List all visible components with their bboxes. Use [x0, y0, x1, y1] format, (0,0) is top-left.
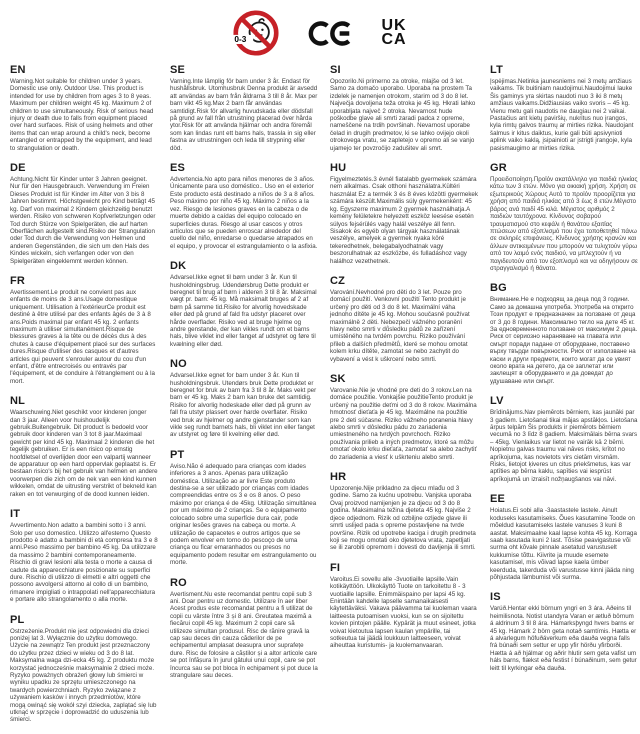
ce-mark-icon [307, 17, 353, 50]
lang-section-sk [330, 373, 478, 461]
warning-text-hu: Figyelmeztetés.3 évnél fiatalabb gyermekek számára nem alkalmas. Csak otthoni használatra.Kültéri használat Ez a termék 3 és 8 éves közötti gyermekek számára készült.Maximális súly gyermekenként: 45 kg. Egyszerre maximum 2 gyermek használhatja.A kemény felületekre helyezett eszköz leesése esetén súlyos fejsérülés vagy halál veszélye áll fenn. Sisakok és egyéb olyan tárgyak használatának veszélye, amelyek a gyermek nyaka köré tekeredhetnek, belegabalyodhatnak vagy beszorulhatnak az eszközbe, és fulladáshoz vagy halálhoz vezethetnek. [330, 176, 478, 265]
age-range-label: 0-3 [234, 35, 247, 45]
lang-section-lt [490, 64, 638, 152]
ukca-mark-icon [381, 19, 406, 47]
lang-section-de [10, 162, 158, 265]
warning-text-lt: Įspėjimas.Netinka jaunesniems nei 3 metų amžiaus vaikams. Tik buitiniam naudojimui.Naudojimui lauke Šis gaminys yra skirtas naudoti nuo 3 iki 8 metų amžiaus vaikams.Didžiausias vaiko svoris – 45 kg. Vienu metu gali naudotis ne daugiau nei 2 vaikai. Pastačius ant kietų paviršių, nukritus nuo įrangos, kyla rimtų galvos traumų ar mirties rizika. Naudojant šalmus ir kitus daiktus, kurie gali būti apsivynioti aplink vaiko kaklą, įsipainioti ar įstrigti įrangoje, kyla pasismaugimo ar mirties rizika. [490, 78, 634, 152]
warning-text-nl: Waarschuwing.Niet geschikt voor kinderen jonger dan 3 jaar. Alleen voor huishoudelijk gebruik.Buitengebruik. Dit product is bedoeld voor gebruik door kinderen van 3 tot 8 jaar.Maximaal gewicht per kind 45 kg. Maximaal 2 kinderen die het tegelijk gebruiken. Er is een risico op ernstig hoofdletsel of overlijden door een valpartij wanneer de apparatuur op een hard oppervlak geplaatst is. Er bestaan risico's bij het gebruik van helmen en andere voorwerpen die zich om de nek van een kind kunnen wikkelen, omdat de uitrusting verstrikt of bekneld kan raken en tot verwurging of de dood kunnen leiden. [10, 409, 158, 498]
lang-code-sk: SK [330, 373, 346, 385]
column-1 [10, 64, 158, 734]
lang-section-pl [10, 614, 158, 724]
lang-code-nl: NL [10, 395, 26, 408]
warning-text-no: Advarsel.Ikke egnet for barn under 3 år. Kun til husholdningsbruk. Utendørs bruk Dette produktet er beregnet for bruk av barn fra 3 til 8 år. Maks vekt per barn er 45 kg. Maks 2 barn kan bruke det samtidig. Risiko for alvorlig hodeskade eller død på grunn av fall fra utstyr plassert over harde overflater. Risiko ved bruk av hjelmer og andre gjenstander som kan vikle seg rundt barnets hals, bli viklet inn eller fanget av utstyret og føre til kvelning eller død. [170, 372, 317, 439]
warning-text-se: Varning.Inte lämplig för barn under 3 år. Endast för hushållsbruk. Utomhusbruk Denna produkt är avsedd att användas av barn från åldrarna 3 till 8 år. Max per barn vikt 45 kg.Max 2 barn får användas samtidigt.Risk för allvarlig huvudskada eller dödsfall på grund av fall från utrustning placerad över hårda ytor.Risk för att använda hjälmar och andra föremål som kan lindas runt ett barns hals, trassla in sig eller fastna av utrustningen och leda till strypning eller död. [170, 78, 318, 152]
warning-text-fr: Avertissement.Le produit ne convient pas aux enfants de moins de 3 ans.Usage domestique uniquement. Utilisation à l'extérieurCe produit est destiné à être utilisé par des enfants âgés de 3 à 8 ans.Poids maximal par enfant 45 kg. 2 enfants maximum à utiliser simultanément.Risque de blessures graves à la tête ou de décès dus à des chutes à cause d'équipement placé sur des surfaces dures.Risque d'utiliser des casques et d'autres articles qui peuvent s'enrouler autour du cou d'un enfant, d'être entrecroisés ou entravés par l'équipement, et de conduire à l'étranglement ou à la mort. [10, 288, 156, 385]
warning-text-lv: Brīdinājums.Nav piemērots bērniem, kas jaunāki par 3 gadiem. Lietošanai tikai mājas apstākļos. Lietošana ārpus telpām Šis produkts ir piemērots bērniem vecumā no 3 līdz 8 gadiem. Maksimālais bērna svars – 45kg. Vienlaikus var lietot ne vairāk kā 2 bērni. Nopietnu galvas traumu vai nāves risks, krītot no aprīkojuma, kas novietots virs cietām virsmām. Risks, lietojot ķiveres un citus priekšmetus, kas var aptīties ap bērna kaklu, sapīties vai iesprūst aprīkojumā un izraisīt nožņaugšanos vai nāvi. [490, 409, 638, 483]
warning-text-es: Advertencia.No apto para niños menores de 3 años. Únicamente para uso doméstico.. Uso en el exterior Este producto está destinado a niños de 3 a 8 años. Peso máximo por niño 45 kg. Máximo 2 niños a la vez. Riesgo de lesiones graves en la cabeza o de muerte debido a caídas del equipo colocado en superficies duras. Riesgo al usar cascos y otros artículos que se pueden enroscar alrededor del cuello del niño, enredarse o quedarse atrapados en el equipo, y provocar el estrangulamiento o la asfixia. [170, 176, 318, 250]
warning-text-pt: Aviso.Não é adequado para crianças com idades inferiores a 3 anos. Apenas para utilização doméstica. Utilização ao ar livre Este produto destina-se a ser utilizado por crianças com idades compreendidas entre os 3 e os 8 anos. O peso máximo por criança é de 45kg. Utilização simultânea por um máximo de 2 crianças. Se o equipamento colocado sobre uma superfície dura cair, pode originar lesões graves na cabeça ou morte. A utilização de capacetes e outros artigos que se podem envolver em torno do pescoço de uma criança ou ficar emaranhados ou presos no equipamento podem resultar em estrangulamento ou morte. [170, 462, 317, 567]
lang-code-ee: EE [490, 493, 506, 506]
lang-code-bg: BG [490, 282, 507, 295]
warning-text-en: Warning.Not suitable for children under 3 years. Domestic use only. Outdoor Use. This product is intended for use by children from ages 3 to 8 yeas. Maximum per children weight 45 kg. Maximum 2 of children to use simultaneously. Risk of serious head injury or death due to falls from equipment placed over hard surfaces. Risk of using helmets and other items that can wrap around a child's neck, become entangled or entrapped by the equipment, and lead to strangulation or death. [10, 78, 154, 152]
lang-section-bg [490, 282, 638, 385]
lang-section-nl [10, 395, 158, 498]
warning-text-bg: Внимание.Не е подходящ за деца под 3 години. Само за домашна употреба. Употреба на открито Този продукт е предназначен за ползване от деца от 3 до 8 години. Максимално тегло на дете 45 кг. За едновременното ползване от максимум 2 деца. Риск от сериозно нараняване на главата или смърт поради падане от оборудване, поставено върху твърди повърхности. Риск от използване на каски и други предмети, които могат да се увият около врата на детето, да се заплетат или заклещят в оборудването и да доведат до удушаване или смърт. [490, 296, 638, 385]
lang-section-no [170, 358, 318, 439]
lang-section-cz [330, 275, 478, 363]
lang-code-gr: GR [490, 162, 507, 175]
lang-code-pt: PT [170, 448, 185, 461]
warning-text-sk: Varovanie.Nie je vhodné pre deti do 3 rokov.Len na domáce použitie. Vonkajšie použitieTento produkt je určený na použitie deťmi od 3 do 8 rokov. Maximálna hmotnosť dieťaťa je 45 kg. Maximálne na použitie pre 2 deti súčasne. Riziko vážneho poranenia hlavy alebo smrti v dôsledku pádu zo zariadenia umiestneného na tvrdých povrchoch. Riziko používania prilieb a iných predmetov, ktoré sa môžu omotať okolo krku dieťaťa, zamotať sa alebo zachytiť do zariadenia a viesť k uškrteniu alebo smrti. [330, 387, 477, 461]
lang-code-se: SE [170, 64, 186, 76]
lang-section-en [10, 64, 158, 152]
lang-section-fr [10, 275, 158, 385]
lang-section-se [170, 64, 318, 152]
warning-text-dk: Advarsel.Ikke egnet til børn under 3 år. Kun til husholdningsbrug. Udendørsbrug Dette produkt er beregnet til brug af børn i alderen 3 til 8 år. Maksimal vægt pr. barn: 45 kg. Må maksimalt bruges af 2 af børn på samme tid.Risiko for alvorlig hovedskade eller død på grund af fald fra udstyr placeret over hårde overflader. Risiko ved at bruge hjelme og andre genstande, der kan vikles rundt om et barns hals, blive viklet ind eller fanget af udstyret og føre til kvælning eller død. [170, 274, 317, 348]
lang-section-is [490, 591, 638, 672]
warning-text-gr: Προειδοποίηση.Προϊόν ακατάλληλο για παιδιά ηλικίας κάτω των 3 ετών. Μόνο για οικιακή χρήση. Χρήση σε εξωτερικούς Χώρους Αυτό το προϊόν προορίζεται για χρήση από παιδιά ηλικίας από 3 έως 8 ετών.Μέγιστο βάρος ανά παιδί 45 κιλά. Μέγιστος αριθμός 2 παιδιών ταυτόχρονα. Κίνδυνος σοβαρού τραυματισμού στο κεφάλι ή θανάτου εξαιτίας πτώσεων από εξοπλισμό που έχει τοποθετηθεί πάνω σε σκληρές επιφάνειες. Κίνδυνος χρήσης κρανών και άλλων αντικειμένων που μπορούν να τυλιχτούν γύρω από τον λαιμό ενός παιδιού, να μπλεχτούν ή να παγιδευτούν από τον εξοπλισμό και να οδηγήσουν σε στραγγαλισμό ή θάνατο. [490, 176, 638, 272]
column-2 [170, 64, 318, 734]
lang-code-fi: FI [330, 561, 341, 574]
column-4 [490, 64, 638, 734]
lang-section-hr [330, 471, 478, 552]
warning-text-hr: Upozorenje.Nije prikladno za djecu mlađu od 3 godine. Samo za kućnu upotrebu. Vanjska uporaba Ovaj proizvod namijenjen je za djecu od 3 do 8 godina. Maksimalna težina djeteta 45 kg. Najviše 2 djece odjednom. Rizik od ozbiljne ozljede glave ili smrti uslijed pada s opreme postavljene na tvrde površine. Rizik od upotrebe kaciga i drugih predmeta koji se mogu omotati oko djetetova vrata, zapetljati se ili zarobiti opremom i dovesti do davljenja ili smrti. [330, 485, 476, 552]
lang-code-cz: CZ [330, 274, 346, 287]
warning-text-fi: Varoitus.Ei sovellu alle -3vuotiaille lapsille.Vain kotikäyttöön. Ulkokäyttö Tuote on tarkoitettu 8 - 3 vuotiaille lapsille. Enimmäispaino per lapsi 45 kg. Enintään kahdelle lapselle samanaikaisesti käytettäväksi. Vakava päävamma tai kuoleman vaara laitteesta putoamisen vuoksi, kun se on sijoitettu kovien pintojen päälle. Kypärät ja muut esineet, jotka voivat kietoutua lapsen kaulan ympärille, tai sotkeutua tai jäädä loukkuun laitteeseen, voivat aiheuttaa kuristumis- ja kuolemanvaaran. [330, 575, 477, 650]
ukca-line1: UK [381, 17, 407, 34]
warning-text-ee: Hoiatus.Ei sobi alla -3aastastele lastele. Ainult koduseks kasutamiseks. Õues kasutamine Toode on mõeldud kasutamiseks lastele vanuses 3 kuni 8 aastat. Maksimaalne kaal lapse kohta 45 kg. Korraga saab kasutada kuni 2 last. Tõsise peavigastuse või surma oht kõvale pinnale asetatud varustuselt kukkumise tõttu. Kiivrite ja muude esemete kasutamisel, mis võivad lapse kaela ümber keerduda, takerduda või varustusse kinni jääda ning põhjustada lämbumist või surma. [490, 507, 637, 581]
lang-section-pt [170, 449, 318, 567]
age-warning-0-3-icon [233, 10, 279, 56]
warning-text-si: Opozorilo.Ni primerno za otroke, mlajše od 3 let. Samo za domačo uporabo. Uporaba na prostem Ta izdelek je namenjen otrokom, starim od 3 do 8 let. Največja dovoljena teža otroka je 45 kg. Hkrati lahko uporabljata največ 2 otroka. Nevarnost hude poškodbe glave ali smrti zaradi padca z opreme, nameščene na trdih površinah. Nevarnost uporabe čelad in drugih predmetov, ki se lahko ovijejo okoli otrokovega vratu, se zapletejo v opremo ali se vanjo ujamejo ter povzročijo zadušitev ali smrt. [330, 78, 476, 152]
lang-code-hu: HU [330, 162, 347, 175]
lang-code-pl: PL [10, 613, 25, 626]
column-3 [330, 64, 478, 734]
lang-code-ro: RO [170, 576, 187, 589]
warning-text-pl: Ostrzeżenie.Produkt nie jest odpowiedni dla dzieci poniżej lat 3. Wyłącznie do użytku domowego. Użycie na zewnątrz Ten produkt jest przeznaczony do użytku przez dzieci w wieku od 3 do 8 lat. Maksymalna waga dzi-ecka 45 kg. Z produktu może korzystać jednocześnie maksymalnie 2 dzieci może. Ryzyko poważnych obrażeń głowy lub śmierci w wyniku upadku ze sprzętu umieszczonego na twardych powierzchniach. Ryzyko związane z używaniem kasków i innych przedmiotów, które mogą owinąć się wokół szyi dziecka, zaplątać się lub utknąć w sprzęcie i doprowadzić do uduszenia lub śmierci. [10, 627, 157, 724]
lang-code-lt: LT [490, 64, 504, 76]
lang-code-it: IT [10, 508, 21, 521]
lang-code-es: ES [170, 162, 186, 175]
lang-code-no: NO [170, 358, 187, 371]
lang-section-dk [170, 260, 318, 348]
lang-section-hu [330, 162, 478, 265]
lang-code-fr: FR [10, 274, 26, 287]
lang-code-hr: HR [330, 471, 347, 484]
warning-text-cz: Varování.Nevhodné pro děti do 3 let. Pouze pro domácí použití. Venkovní použití Tento produkt je určený pro děti od 3 do 8 let. Maximální váha jednoho dítěte je 45 kg. Mohou současně používat maximálně 2 děti. Nebezpečí vážného poranění hlavy nebo smrti v důsledku pádů ze zařízení umístěného na tvrdém povrchu. Riziko používání přileb a dalších předmětů, které se mohou omotat kolem krku dítěte, zamotat se nebo zachytit do vybavení a vést k uškrcení nebo smrti. [330, 288, 470, 363]
lang-section-si [330, 64, 478, 152]
warning-text-it: Avvertimento.Non adatto a bambini sotto i 3 anni. Solo per uso domestico. Utilizzo all'esterno Questo prodotto è adatto a bambini di età compresa tra 3 e 8 anni.Peso massimo per bambino 45 kg. Da utilizzare da massimo 2 bambini contemporaneamente. Rischio di gravi lesioni alla testa o morte a causa di cadute da apparecchiature posizionate su superfici dure. Rischio di utilizzo di elmetti e altri oggetti che possono avvolgersi attorno al collo di un bambino, rimanere impigliati o intrappolati nell'apparecchiatura e portare allo strangolamento o alla morte. [10, 522, 158, 604]
language-columns [0, 64, 640, 734]
lang-section-gr [490, 162, 638, 272]
warning-text-de: Achtung.Nicht für Kinder unter 3 Jahren geeignet. Nur für den Hausgebrauch. Verwendung im Freien Dieses Produkt ist für Kinder im Alter von 3 bis 8 Jahren bestimmt. Höchstgewicht pro Kind beträgt 45 kg. Darf von maximal 2 Kindern gleichzeitig benutzt werden. Risiko von schweren Kopfverletzungen oder Tod durch Stürze von Spielgeräten, die auf harten Oberflächen aufgestellt sind.Risiko der Strangulation oder Tod durch die Verwendung von Helmen und anderen Gegenständen, die sich um den Hals des Kindes wickeln, sich verfangen oder von den Spielgeräten eingeklemmt werden können. [10, 176, 156, 265]
warning-text-ro: Avertisment.Nu este recomandat pentru copii sub 3 ani. Doar pentru uz domestic. Utilizare în aer liber Acest produs este recomandat pentru a fi utilizat de copii cu vârste între 3 și 8 ani. Greutatea maximă a fiecărui copil 45 kg. Maximum 2 copii care să utilizeze simultan produsul. Risc de rănire gravă la cap sau deces din cauza căderilor de pe echipamentul amplasat deasupra unor suprafețe dure. Risc de folosire a căștilor și a altor articole care se pot înfășura în jurul gâtului unui copil, care se pot încurca sau se pot bloca în echipament și pot duce la strangulare sau deces. [170, 590, 318, 679]
lang-code-lv: LV [490, 395, 504, 408]
lang-code-de: DE [10, 162, 26, 175]
lang-section-lv [490, 395, 638, 483]
lang-section-it [10, 508, 158, 603]
lang-code-si: SI [330, 64, 341, 76]
lang-code-dk: DK [170, 260, 187, 273]
warning-text-is: Varúð.Hentar ekki börnum yngri en 3 ára. Aðeins til heimilisnota. Notist utandyra Varan er ætluð börnum á aldrinum 3 til 8 ára. Hámarksþyngd hvers barns er 45 kg. Hámark 2 börn geta notað samtímis. Hætta er á alvarlegum höfuðáverkum eða dauða vegna falls frá búnaði sem settur er upp yfir hörðu yfirborði. Hætta á að hjálmar og aðrir hlutir sem geta vafist um háls barns, flækst eða festist í búnaðinum, sem getur leitt til kyrkingar eða dauða. [490, 605, 637, 672]
lang-code-en: EN [10, 64, 26, 76]
lang-section-ee [490, 493, 638, 581]
lang-section-ro [170, 577, 318, 680]
ukca-line2: CA [381, 31, 407, 48]
lang-section-fi [330, 562, 478, 650]
lang-code-is: IS [490, 591, 501, 604]
lang-section-es [170, 162, 318, 250]
certification-marks-row [0, 0, 640, 57]
